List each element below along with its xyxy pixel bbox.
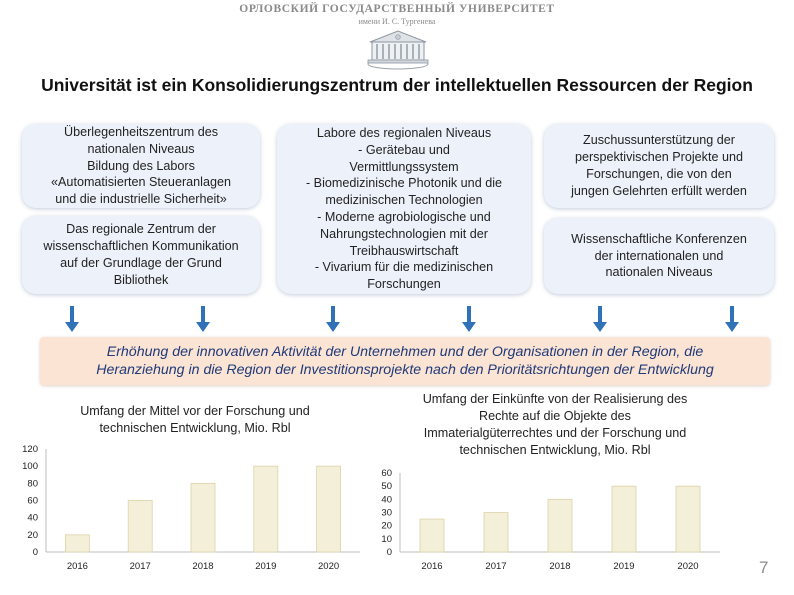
rd-funding-y-tick-label: 100 [22, 461, 38, 473]
rd-funding-x-tick-label: 2019 [255, 561, 277, 572]
slide-title: Universität ist ein Konsolidierungszentrum der intellektuellen Ressourcen der Region [41, 75, 753, 95]
page-number: 7 [759, 558, 769, 577]
rd-funding-y-tick-label: 80 [27, 478, 38, 490]
ip-income-y-tick-label: 0 [386, 547, 392, 558]
rd-funding-bar-2020 [317, 466, 341, 552]
ip-income-bar-2019 [612, 486, 636, 552]
ip-income-y-tick-label: 10 [381, 533, 392, 545]
rd-funding-y-tick-label: 40 [27, 512, 38, 524]
rd-funding-x-tick-label: 2016 [66, 561, 88, 572]
ip-income-x-tick-label: 2019 [613, 561, 635, 572]
excellence-center-text: Überlegenheitszentrum des nationalen Niveaus Bildung des Labors «Automatisierten Steueranlagen und die industrielle Sicherheit» [51, 125, 231, 207]
rd-funding-chart-title: Umfang der Mittel vor der Forschung und technischen Entwicklung, Mio. Rbl [80, 404, 310, 435]
grant-support-text: Zuschussunterstützung der perspektivischen Projekte und Forschungen, die von den jungen Gelehrten erfüllt werden [571, 133, 747, 198]
ip-income-bar-2018 [548, 499, 572, 552]
university-subtitle: имени И. С. Тургенева [358, 17, 436, 26]
ip-income-x-tick-label: 2017 [485, 561, 507, 572]
ip-income-y-tick-label: 30 [381, 507, 392, 519]
innovation-banner-text: Erhöhung der innovativen Aktivität der Unternehmen und der Organisationen in der Region, die Heranziehung in die Region der Investitionsprojekte nach den Prioritätsrichtungen der Entwicklung [96, 344, 714, 378]
scientific-conferences-text: Wissenschaftliche Konferenzen der internationalen und nationalen Niveaus [571, 231, 747, 280]
ip-income-bar-2017 [484, 513, 508, 553]
ip-income-x-tick-label: 2016 [421, 561, 443, 572]
ip-income-bar-2016 [420, 519, 444, 552]
rd-funding-bar-2016 [65, 535, 89, 552]
rd-funding-y-tick-label: 20 [27, 529, 38, 541]
rd-funding-y-tick-label: 0 [32, 547, 38, 558]
rd-funding-bar-2019 [254, 466, 278, 552]
ip-income-bar-2020 [676, 486, 700, 552]
regional-labs-text: Labore des regionalen Niveaus - Gerätebau und Vermittlungssystem - Biomedizinische Photonik und die medizinischen Technologien - Moderne agrobiologische und Nahrungstechnologien mit der Treibhauswirtschaft - Vivarium für die medizinischen Forschungen [305, 126, 502, 292]
ip-income-x-tick-label: 2020 [677, 561, 699, 572]
ip-income-y-tick-label: 50 [381, 481, 392, 493]
ip-income-x-tick-label: 2018 [549, 561, 571, 572]
ip-income-y-tick-label: 20 [381, 520, 392, 532]
rd-funding-y-tick-label: 120 [22, 444, 38, 455]
rd-funding-x-tick-label: 2017 [129, 561, 151, 572]
ip-income-chart-title: Umfang der Einkünfte von der Realisierung des Rechte auf die Objekte des Immaterialgüterrechtes und der Forschung und technischen Entwicklung, Mio. Rbl [422, 392, 688, 457]
rd-funding-x-tick-label: 2020 [318, 561, 340, 572]
rd-funding-y-tick-label: 60 [27, 495, 38, 507]
rd-funding-bar-2018 [191, 483, 215, 552]
ip-income-y-tick-label: 40 [381, 494, 392, 506]
ip-income-y-tick-label: 60 [381, 468, 392, 479]
communication-center-text: Das regionale Zentrum der wissenschaftlichen Kommunikation auf der Grundlage der Grund Bibliothek [43, 222, 239, 287]
university-name: ОРЛОВСКИЙ ГОСУДАРСТВЕННЫЙ УНИВЕРСИТЕТ [239, 3, 555, 15]
rd-funding-bar-2017 [128, 501, 152, 553]
rd-funding-x-tick-label: 2018 [192, 561, 214, 572]
